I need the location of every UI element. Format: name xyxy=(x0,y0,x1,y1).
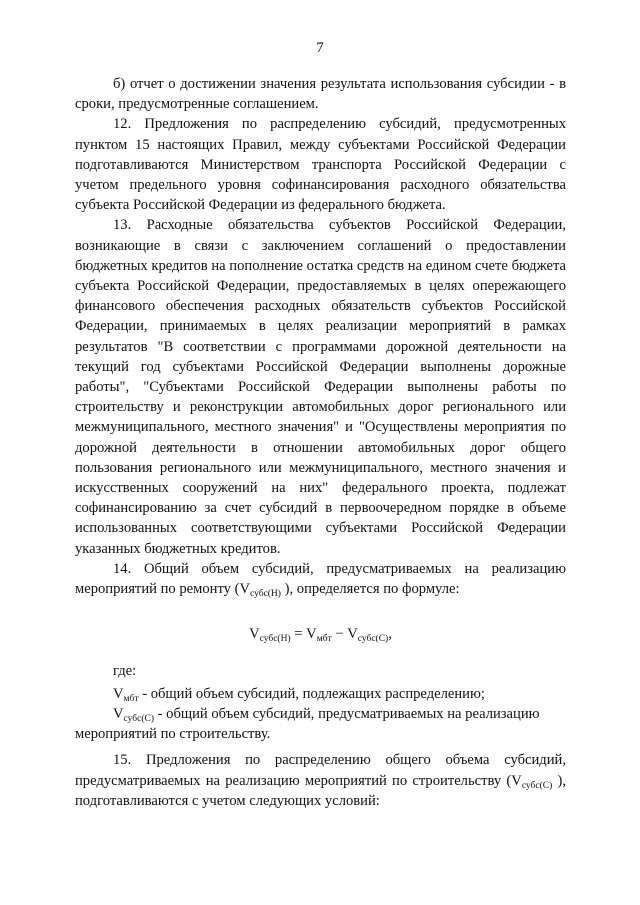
paragraph-14-end: ), определяется по формуле: xyxy=(280,581,460,598)
formula-term-c: $V_{субс(С)}$ xyxy=(347,626,389,645)
formula-legend xyxy=(75,661,566,744)
document-body xyxy=(75,74,566,811)
paragraph-15 xyxy=(75,750,566,811)
formula xyxy=(75,624,566,644)
formula-term-mbt: $V_{мбт}$ xyxy=(306,626,332,645)
legend-where: где: xyxy=(113,663,137,680)
formula-minus: − xyxy=(331,626,348,643)
paragraph-12: 12. Предложения по распределению субсидий, предусмотренных пунктом 15 настоящих Правил, между субъектами Российской Федерации подготавливаются Министерством транспорта Российской Федерации с учетом предельного уровня софинансирования расходного обязательства субъекта Российской Федерации из федерального бюджета. xyxy=(75,116,566,214)
symbol-v-subs-h: $V_{субс(Н)}$ xyxy=(239,581,281,600)
legend-symbol-c: $V_{субс(С)}$ xyxy=(113,705,154,724)
legend-c-desc-cont: мероприятий по строительству. xyxy=(75,726,271,743)
legend-mbt-desc: - общий объем субсидий, подлежащих распределению; xyxy=(138,685,485,702)
paragraph-13: 13. Расходные обязательства субъектов Российской Федерации, возникающие в связи с заключением соглашений о предоставлении бюджетных кредитов на пополнение остатка средств на едином счете бюджета субъекта Российской Федерации, предоставляемых в целях опережающего финансового обеспечения расходных обязательств субъектов Российской Федерации, принимаемых в целях реализации мероприятий в рамках результатов "В соответствии с программами дорожной деятельности на текущий год субъектами Российской Федерации выполнены дорожные работы", "Субъектами Российской Федерации выполнены работы по строительству и реконструкции автомобильных дорог регионального или межмуниципального, местного значения" и "Осуществлены мероприятия по дорожной деятельности в отношении автомобильных дорог общего пользования регионального или межмуниципального, местного значения и искусственных сооружений на них" федерального проекта, подлежат софинансированию за счет субсидий в первоочередном порядке в объеме использованных соответствующими субъектами Российской Федерации указанных бюджетных кредитов. xyxy=(75,217,566,557)
paragraph-15-end: ), подготавливаются с учетом следующих условий: xyxy=(75,772,566,809)
paragraph-b: б) отчет о достижении значения результата использования субсидии - в сроки, предусмотренные соглашением. xyxy=(75,76,566,113)
paragraph-15-text: 15. Предложения по распределению общего объема субсидий, предусматриваемых на реализацию мероприятий по строительству ( xyxy=(75,752,566,789)
formula-equals: = xyxy=(290,626,307,643)
page-number: 7 xyxy=(316,40,324,56)
legend-item-mbt xyxy=(75,684,566,704)
paragraph-14-text: 14. Общий объем субсидий, предусматриваемых на реализацию мероприятий по ремонту ( xyxy=(75,560,566,598)
legend-symbol-mbt: $V_{мбт}$ xyxy=(113,685,139,704)
symbol-v-subs-c: $V_{субс(С)}$ xyxy=(511,772,553,791)
formula-end: , xyxy=(388,626,392,643)
paragraph-14 xyxy=(75,559,566,599)
legend-c-desc: - общий объем субсидий, предусматриваемых на реализацию xyxy=(153,705,540,722)
formula-lhs: $V_{субс(Н)}$ xyxy=(249,626,291,645)
legend-item-c xyxy=(75,704,566,724)
